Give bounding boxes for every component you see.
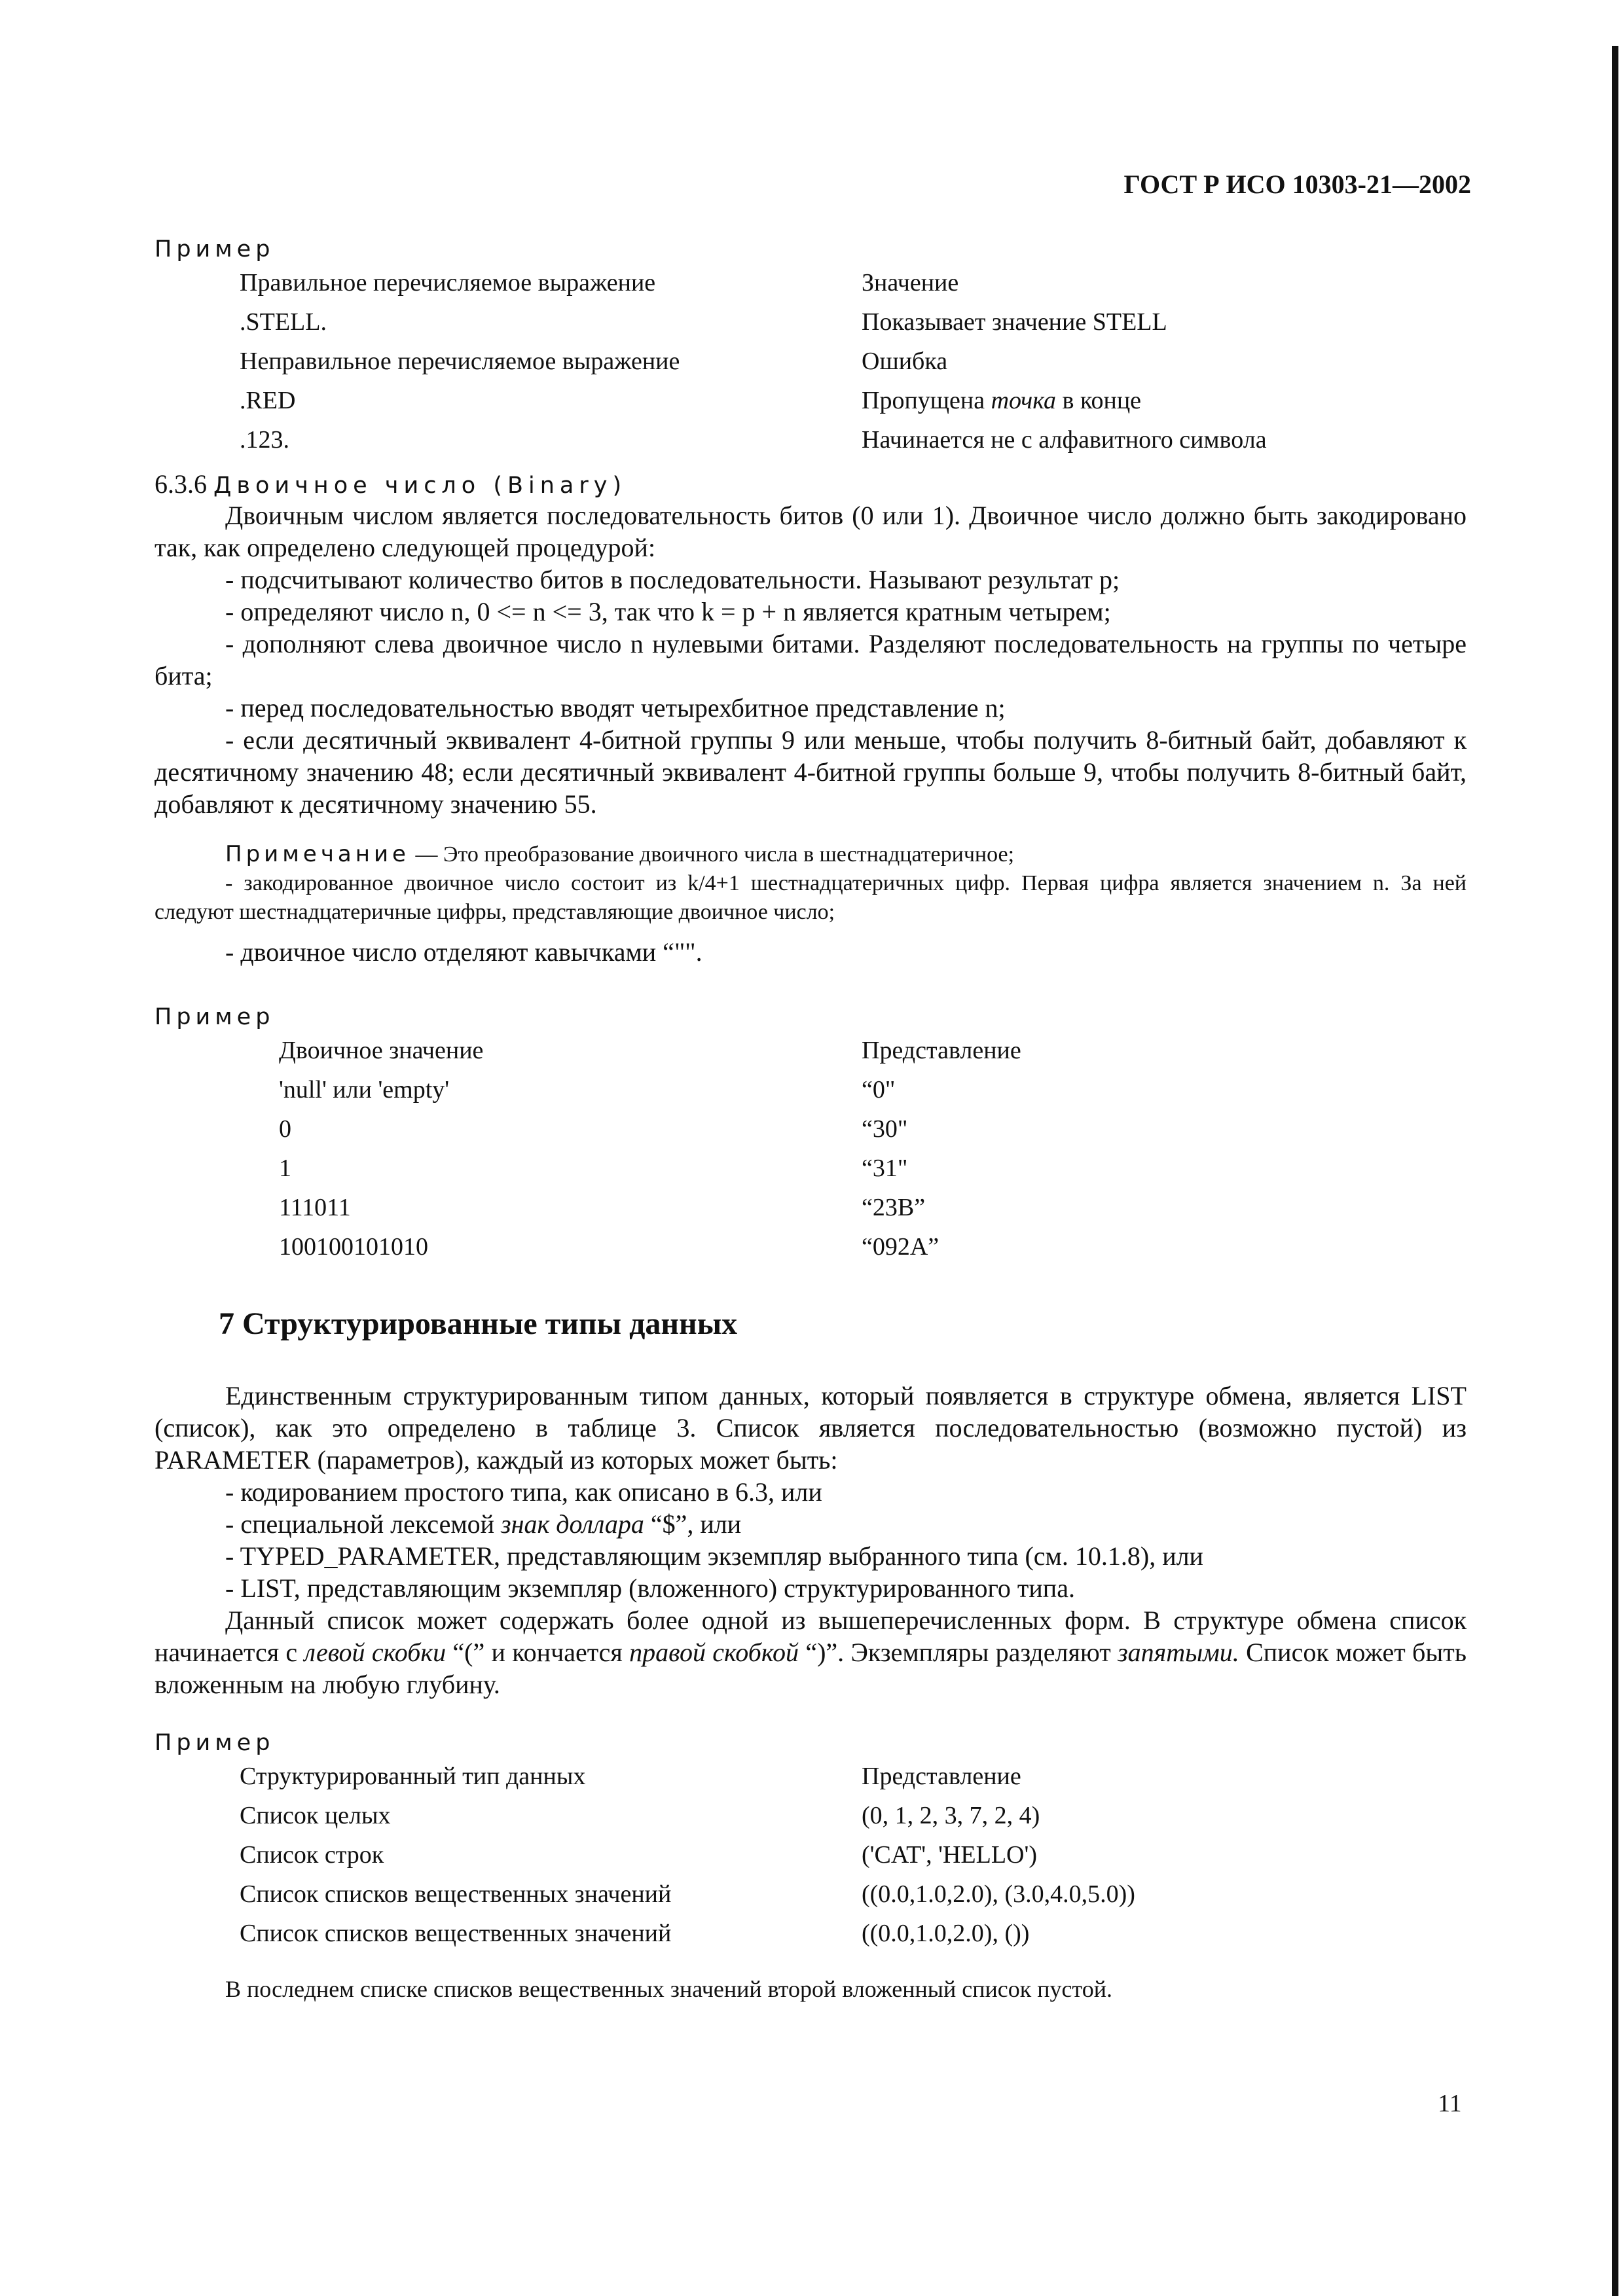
section-intro: Двоичным числом является последовательность битов (0 или 1). Двоичное число должно быть закодировано так, как определено следующей процедурой:	[155, 501, 1467, 562]
repr-cell: “30"	[862, 1115, 908, 1143]
table-row	[240, 342, 1467, 381]
scan-edge-line	[1612, 46, 1618, 2296]
expr-cell: .123.	[240, 426, 289, 454]
expr-cell: Неправильное перечисляемое выражение	[240, 348, 680, 375]
page-content	[155, 236, 1467, 2003]
repr-cell: “092A”	[862, 1233, 939, 1261]
example2-table	[279, 1031, 1467, 1266]
binary-cell: 111011	[279, 1194, 351, 1221]
list-item: - специальной лексемой знак доллара “$”, или	[225, 1509, 742, 1539]
binary-cell: Двоичное значение	[279, 1037, 484, 1064]
repr-cell: ((0.0,1.0,2.0), (3.0,4.0,5.0))	[862, 1880, 1135, 1908]
repr-cell: Представление	[862, 1763, 1021, 1790]
section-7-paragraph: Данный список может содержать более одной из вышеперечисленных форм. В структуре обмена список начинается с левой скобки “(” и кончается правой скобкой “)”. Экземпляры разделяют запятыми. Список может быть вложенным на любую глубину.	[155, 1605, 1467, 1699]
note-block	[155, 840, 1467, 927]
repr-cell: Представление	[862, 1037, 1021, 1064]
table-row	[279, 1227, 1467, 1266]
value-cell: Ошибка	[862, 348, 948, 375]
repr-cell: “23B”	[862, 1194, 926, 1221]
example1-table	[240, 263, 1467, 459]
type-cell: Структурированный тип данных	[240, 1763, 586, 1790]
example-label: Пример	[155, 1730, 275, 1756]
note-line: Примечание — Это преобразование двоичного числа в шестнадцатеричное;	[225, 841, 1015, 867]
expr-cell: .RED	[240, 387, 296, 414]
expr-cell: .STELL.	[240, 308, 327, 336]
procedure-step: - подсчитывают количество битов в последовательности. Называют результат p;	[225, 565, 1120, 594]
expr-cell: Правильное перечисляемое выражение	[240, 269, 656, 296]
table-row	[240, 263, 1467, 302]
list-item: - LIST, представляющим экземпляр (вложенного) структурированного типа.	[225, 1573, 1075, 1603]
table-row	[240, 1874, 1467, 1914]
section-heading-636	[155, 469, 1467, 499]
type-cell: Список целых	[240, 1802, 391, 1829]
section-title: Двоичное число (Binary)	[213, 473, 627, 499]
table-row	[240, 381, 1467, 420]
note-label: Примечание	[225, 841, 410, 867]
section-7-intro: Единственным структурированным типом данных, который появляется в структуре обмена, является LIST (список), как это определено в таблице 3. Список является последовательностью (возможно пустой) из PARAMETER (параметров), каждый из которых может быть:	[155, 1381, 1467, 1475]
repr-cell: ((0.0,1.0,2.0), ())	[862, 1920, 1030, 1947]
list-item: - кодированием простого типа, как описано в 6.3, или	[225, 1477, 822, 1507]
binary-cell: 'null' или 'empty'	[279, 1076, 450, 1103]
note-line: - закодированное двоичное число состоит из k/4+1 шестнадцатеричных цифр. Первая цифра является значением n. За ней следуют шестнадцатеричные цифры, представляющие двоичное число;	[155, 871, 1467, 924]
repr-cell: “0"	[862, 1076, 896, 1103]
procedure-step: - определяют число n, 0 <= n <= 3, так что k = p + n является кратным четырем;	[225, 597, 1111, 626]
value-cell: Пропущена точка в конце	[862, 387, 1142, 414]
value-cell: Значение	[862, 269, 959, 296]
example3-table	[240, 1757, 1467, 1953]
table-row	[240, 302, 1467, 342]
type-cell: Список списков вещественных значений	[240, 1920, 672, 1947]
procedure-step: - дополняют слева двоичное число n нулевыми битами. Разделяют последовательность на группы по четыре бита;	[155, 629, 1467, 691]
table-row	[279, 1109, 1467, 1149]
type-cell: Список списков вещественных значений	[240, 1880, 672, 1908]
table-row	[240, 1757, 1467, 1796]
section-7-heading: 7 Структурированные типы данных	[219, 1306, 738, 1341]
table-row	[240, 1914, 1467, 1953]
standard-header: ГОСТ Р ИСО 10303-21—2002	[1123, 170, 1471, 199]
repr-cell: ('CAT', 'HELLO')	[862, 1841, 1038, 1869]
table-row	[279, 1149, 1467, 1188]
page-number: 11	[1438, 2090, 1462, 2117]
repr-cell: (0, 1, 2, 3, 7, 2, 4)	[862, 1802, 1040, 1829]
binary-cell: 1	[279, 1155, 291, 1182]
table-row	[279, 1070, 1467, 1109]
table-row	[279, 1031, 1467, 1070]
type-cell: Список строк	[240, 1841, 384, 1869]
table-row	[240, 1796, 1467, 1835]
value-cell: Начинается не с алфавитного символа	[862, 426, 1267, 454]
repr-cell: “31"	[862, 1155, 908, 1182]
binary-cell: 100100101010	[279, 1233, 428, 1261]
procedure-step: - перед последовательностью вводят четырехбитное представление n;	[225, 693, 1006, 723]
table-row	[240, 420, 1467, 459]
example-label: Пример	[155, 236, 275, 262]
procedure-step: - если десятичный эквивалент 4-битной группы 9 или меньше, чтобы получить 8-битный байт, добавляют к десятичному значению 48; если десятичный эквивалент 4-битной группы больше 9, чтобы получить 8-битный байт, добавляют к десятичному значению 55.	[155, 725, 1467, 819]
list-item: - TYPED_PARAMETER, представляющим экземпляр выбранного типа (см. 10.1.8), или	[225, 1541, 1203, 1571]
table-row	[279, 1188, 1467, 1227]
section-number: 6.3.6	[155, 469, 207, 499]
binary-cell: 0	[279, 1115, 291, 1143]
closing-note: В последнем списке списков вещественных значений второй вложенный список пустой.	[225, 1976, 1112, 2002]
example-label: Пример	[155, 1004, 275, 1030]
value-cell: Показывает значение STELL	[862, 308, 1167, 336]
table-row	[240, 1835, 1467, 1874]
procedure-step: - двоичное число отделяют кавычками “"".	[225, 937, 702, 967]
